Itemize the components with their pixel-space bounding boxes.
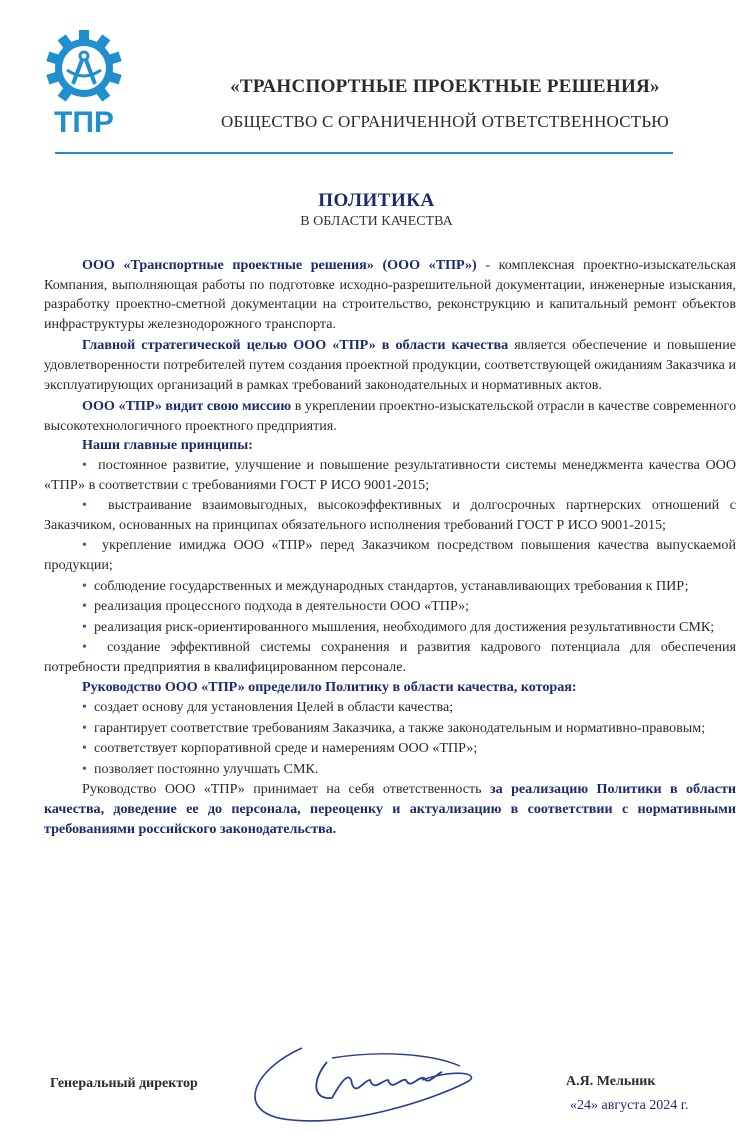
list-item-text: укрепление имиджа ООО «ТПР» перед Заказчиком посредством повышения качества выпускаемой продукции; bbox=[44, 537, 736, 573]
signature-block bbox=[0, 1040, 753, 1130]
bullet-dot-icon: • bbox=[82, 639, 87, 656]
company-logo bbox=[40, 28, 128, 138]
paragraph-goal-bold: Главной стратегической целью ООО «ТПР» в области качества bbox=[82, 337, 509, 354]
document-body bbox=[44, 256, 736, 839]
document-subtitle: В ОБЛАСТИ КАЧЕСТВА bbox=[300, 214, 453, 229]
list-item-text: реализация процессного подхода в деятельности ООО «ТПР»; bbox=[93, 598, 470, 615]
paragraph-company-text: - комплексная проектно-изыскательская Компания, выполняющая работы по подготовке исходно-разрешительной документации, инженерные изыскания, разработку проектно-сметной документации на строительство, реконструкцию и капитальный ремонт объектов инфраструктуры железнодорожного транспорта. bbox=[44, 257, 737, 332]
paragraph-company-bold: ООО «Транспортные проектные решения» (ООО «ТПР») bbox=[82, 257, 477, 273]
list-item bbox=[44, 496, 736, 535]
list-item bbox=[44, 577, 736, 597]
bullet-dot-icon: • bbox=[82, 537, 87, 554]
bullet-dot-icon: • bbox=[82, 760, 87, 777]
list-item-text: постоянное развитие, улучшение и повышение результативности системы менеджмента качества ООО «ТПР» в соответствии с требованиями ГОСТ Р ИСО 9001-2015; bbox=[44, 456, 736, 493]
paragraph-mission-text: в укреплении проектно-изыскательской отрасли в качестве современного высокотехнологичного проектного предприятия. bbox=[44, 398, 736, 434]
list-item-text: гарантирует соответствие требованиям Заказчика, а также законодательным и нормативно-правовым; bbox=[93, 719, 706, 736]
company-name: «ТРАНСПОРТНЫЕ ПРОЕКТНЫЕ РЕШЕНИЯ» bbox=[230, 76, 660, 97]
logo-text: ТПР bbox=[54, 106, 114, 138]
list-item bbox=[44, 638, 736, 677]
list-item bbox=[44, 739, 736, 759]
list-item bbox=[44, 536, 736, 575]
paragraph-closing bbox=[44, 780, 736, 839]
signatory-position: Генеральный директор bbox=[50, 1076, 198, 1091]
document-title: ПОЛИТИКА bbox=[318, 190, 435, 211]
list-item-text: создание эффективной системы сохранения и развития кадрового потенциала для обеспечения потребности предприятия в квалифицированном персонале. bbox=[44, 639, 737, 675]
list-item-text: соблюдение государственных и международных стандартов, устанавливающих требования к ПИР; bbox=[93, 577, 689, 594]
bullet-dot-icon: • bbox=[82, 719, 87, 736]
bullet-dot-icon: • bbox=[82, 598, 87, 615]
list-item-text: выстраивание взаимовыгодных, высокоэффективных и долгосрочных партнерских отношений с Заказчиком, основанных на принципах обязательного исполнения требований ГОСТ Р ИСО 9001-2015; bbox=[44, 497, 737, 533]
bullet-dot-icon: • bbox=[82, 740, 87, 757]
bullet-dot-icon: • bbox=[82, 618, 87, 635]
header-divider bbox=[55, 152, 673, 154]
list-item bbox=[44, 456, 736, 495]
paragraph-mission bbox=[44, 397, 736, 436]
list-item-text: позволяет постоянно улучшать СМК. bbox=[93, 760, 319, 777]
list-item-text: создает основу для установления Целей в области качества; bbox=[93, 699, 454, 716]
list-item-text: реализация риск-ориентированного мышления, необходимого для достижения результативности СМК; bbox=[93, 618, 715, 635]
policy-heading bbox=[44, 678, 736, 698]
paragraph-mission-bold: ООО «ТПР» видит свою миссию bbox=[82, 398, 292, 415]
list-item bbox=[44, 698, 736, 718]
list-item bbox=[44, 618, 736, 638]
bullet-dot-icon: • bbox=[82, 577, 87, 594]
list-item bbox=[44, 597, 736, 617]
bullet-dot-icon: • bbox=[82, 699, 87, 716]
company-legal-form: ОБЩЕСТВО С ОГРАНИЧЕННОЙ ОТВЕТСТВЕННОСТЬЮ bbox=[221, 112, 669, 131]
paragraph-goal-text: является обеспечение и повышение удовлетворенности потребителей путем создания проектной продукции, соответствующей ожиданиям Заказчика и эксплуатирующих организаций в рамках требований законодательных и нормативных актов. bbox=[44, 337, 736, 393]
bullet-dot-icon: • bbox=[82, 497, 87, 514]
paragraph-closing-bold: за реализацию Политики в области качества, доведение ее до персонала, переоценку и актуализацию в соответствии с нормативными требованиями российского законодательства. bbox=[44, 781, 736, 837]
list-item bbox=[44, 760, 736, 780]
principles-heading bbox=[44, 436, 736, 456]
bullet-dot-icon: • bbox=[82, 456, 87, 473]
signatory-name: А.Я. Мельник bbox=[566, 1074, 656, 1089]
paragraph-goal bbox=[44, 336, 736, 395]
paragraph-company bbox=[44, 256, 736, 334]
paragraph-closing-text: Руководство ООО «ТПР» принимает на себя ответственность bbox=[82, 781, 490, 798]
gear-compass-logo-icon bbox=[40, 28, 128, 138]
principles-heading-text: Наши главные принципы: bbox=[82, 437, 253, 454]
policy-list bbox=[44, 698, 736, 779]
list-item bbox=[44, 719, 736, 739]
handwritten-signature bbox=[232, 1040, 482, 1128]
policy-heading-text: Руководство ООО «ТПР» определило Политику в области качества, которая: bbox=[82, 679, 577, 696]
list-item-text: соответствует корпоративной среде и намерениям ООО «ТПР»; bbox=[93, 740, 478, 757]
principles-list bbox=[44, 456, 736, 678]
signature-date: «24» августа 2024 г. bbox=[570, 1098, 689, 1113]
